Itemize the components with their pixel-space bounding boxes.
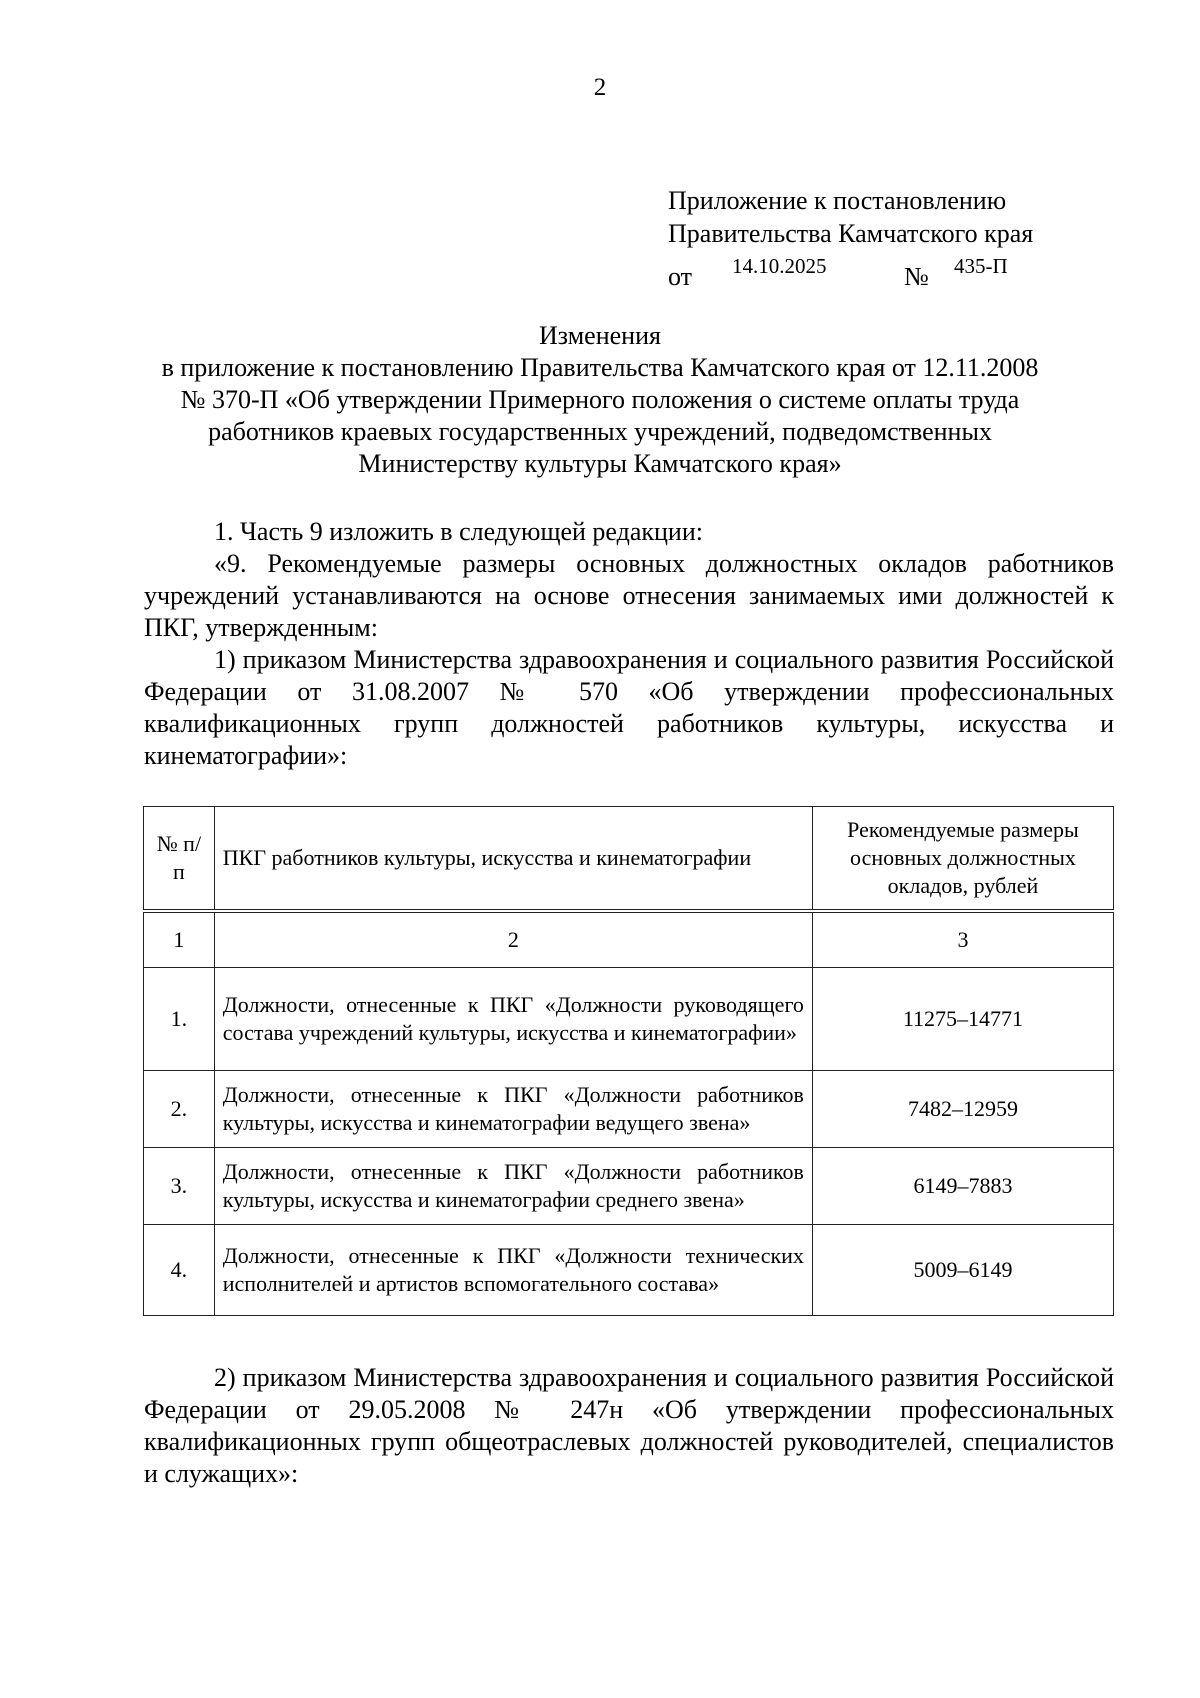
number-sign: № <box>904 262 929 291</box>
title-line-2: № 370-П «Об утверждении Примерного положения о системе оплаты труда <box>180 385 1020 414</box>
index-cell-1: 1 <box>144 911 215 968</box>
row-name: Должности, отнесенные к ПКГ «Должности работников культуры, искусства и кинематографии ведущего звена» <box>214 1071 812 1148</box>
table-header-row <box>144 807 1114 912</box>
table-row <box>144 1071 1114 1148</box>
table-row <box>144 968 1114 1071</box>
row-name: Должности, отнесенные к ПКГ «Должности технических исполнителей и артистов вспомогательного состава» <box>214 1225 812 1316</box>
paragraph-3: 1) приказом Министерства здравоохранения и социального развития Российской Федерации от 31.08.2007 № 570 «Об утверждении профессиональных квалификационных групп должностей работников культуры, искусства и кинематографии»: <box>144 645 1114 770</box>
index-cell-2: 2 <box>214 911 812 968</box>
from-label: от <box>668 262 693 291</box>
row-num: 4. <box>144 1225 215 1316</box>
table-index-row <box>144 911 1114 968</box>
resolution-date: 14.10.2025 <box>732 254 827 278</box>
row-num: 3. <box>144 1148 215 1225</box>
row-salary: 6149–7883 <box>812 1148 1113 1225</box>
index-cell-3: 3 <box>812 911 1113 968</box>
table-row <box>144 1225 1114 1316</box>
page-number: 2 <box>593 74 607 101</box>
paragraph-1: 1. Часть 9 изложить в следующей редакции: <box>214 517 703 546</box>
table-row <box>144 1148 1114 1225</box>
row-salary: 7482–12959 <box>812 1071 1113 1148</box>
appendix-line-2: Правительства Камчатского края <box>668 219 1034 248</box>
body-text-top <box>144 516 1114 772</box>
document-title <box>130 320 1070 480</box>
row-name: Должности, отнесенные к ПКГ «Должности работников культуры, искусства и кинематографии среднего звена» <box>214 1148 812 1225</box>
salary-table <box>143 806 1114 1316</box>
appendix-meta <box>668 250 1033 291</box>
row-num: 2. <box>144 1071 215 1148</box>
header-salary: Рекомендуемые размеры основных должностных окладов, рублей <box>812 807 1113 912</box>
appendix-line-1: Приложение к постановлению <box>668 186 1007 215</box>
row-salary: 11275–14771 <box>812 968 1113 1071</box>
title-line-4: Министерству культуры Камчатского края» <box>358 449 842 478</box>
title-line-3: работников краевых государственных учреждений, подведомственных <box>208 417 992 446</box>
header-num: № п/п <box>144 807 215 912</box>
row-salary: 5009–6149 <box>812 1225 1113 1316</box>
body-text-bottom <box>144 1362 1114 1490</box>
resolution-number: 435-П <box>954 254 1008 278</box>
title-line-1: в приложение к постановлению Правительства Камчатского края от 12.11.2008 <box>161 353 1039 382</box>
appendix-header <box>668 184 1034 291</box>
paragraph-4: 2) приказом Министерства здравоохранения и социального развития Российской Федерации от 29.05.2008 № 247н «Об утверждении профессиональных квалификационных групп общеотраслевых должностей руководителей, специалистов и служащих»: <box>144 1363 1114 1488</box>
paragraph-2: «9. Рекомендуемые размеры основных должностных окладов работников учреждений устанавливаются на основе отнесения занимаемых ими должностей к ПКГ, утвержденным: <box>144 549 1114 642</box>
row-num: 1. <box>144 968 215 1071</box>
title-heading: Изменения <box>539 321 661 350</box>
row-name: Должности, отнесенные к ПКГ «Должности руководящего состава учреждений культуры, искусства и кинематографии» <box>214 968 812 1071</box>
header-name: ПКГ работников культуры, искусства и кинематографии <box>214 807 812 912</box>
